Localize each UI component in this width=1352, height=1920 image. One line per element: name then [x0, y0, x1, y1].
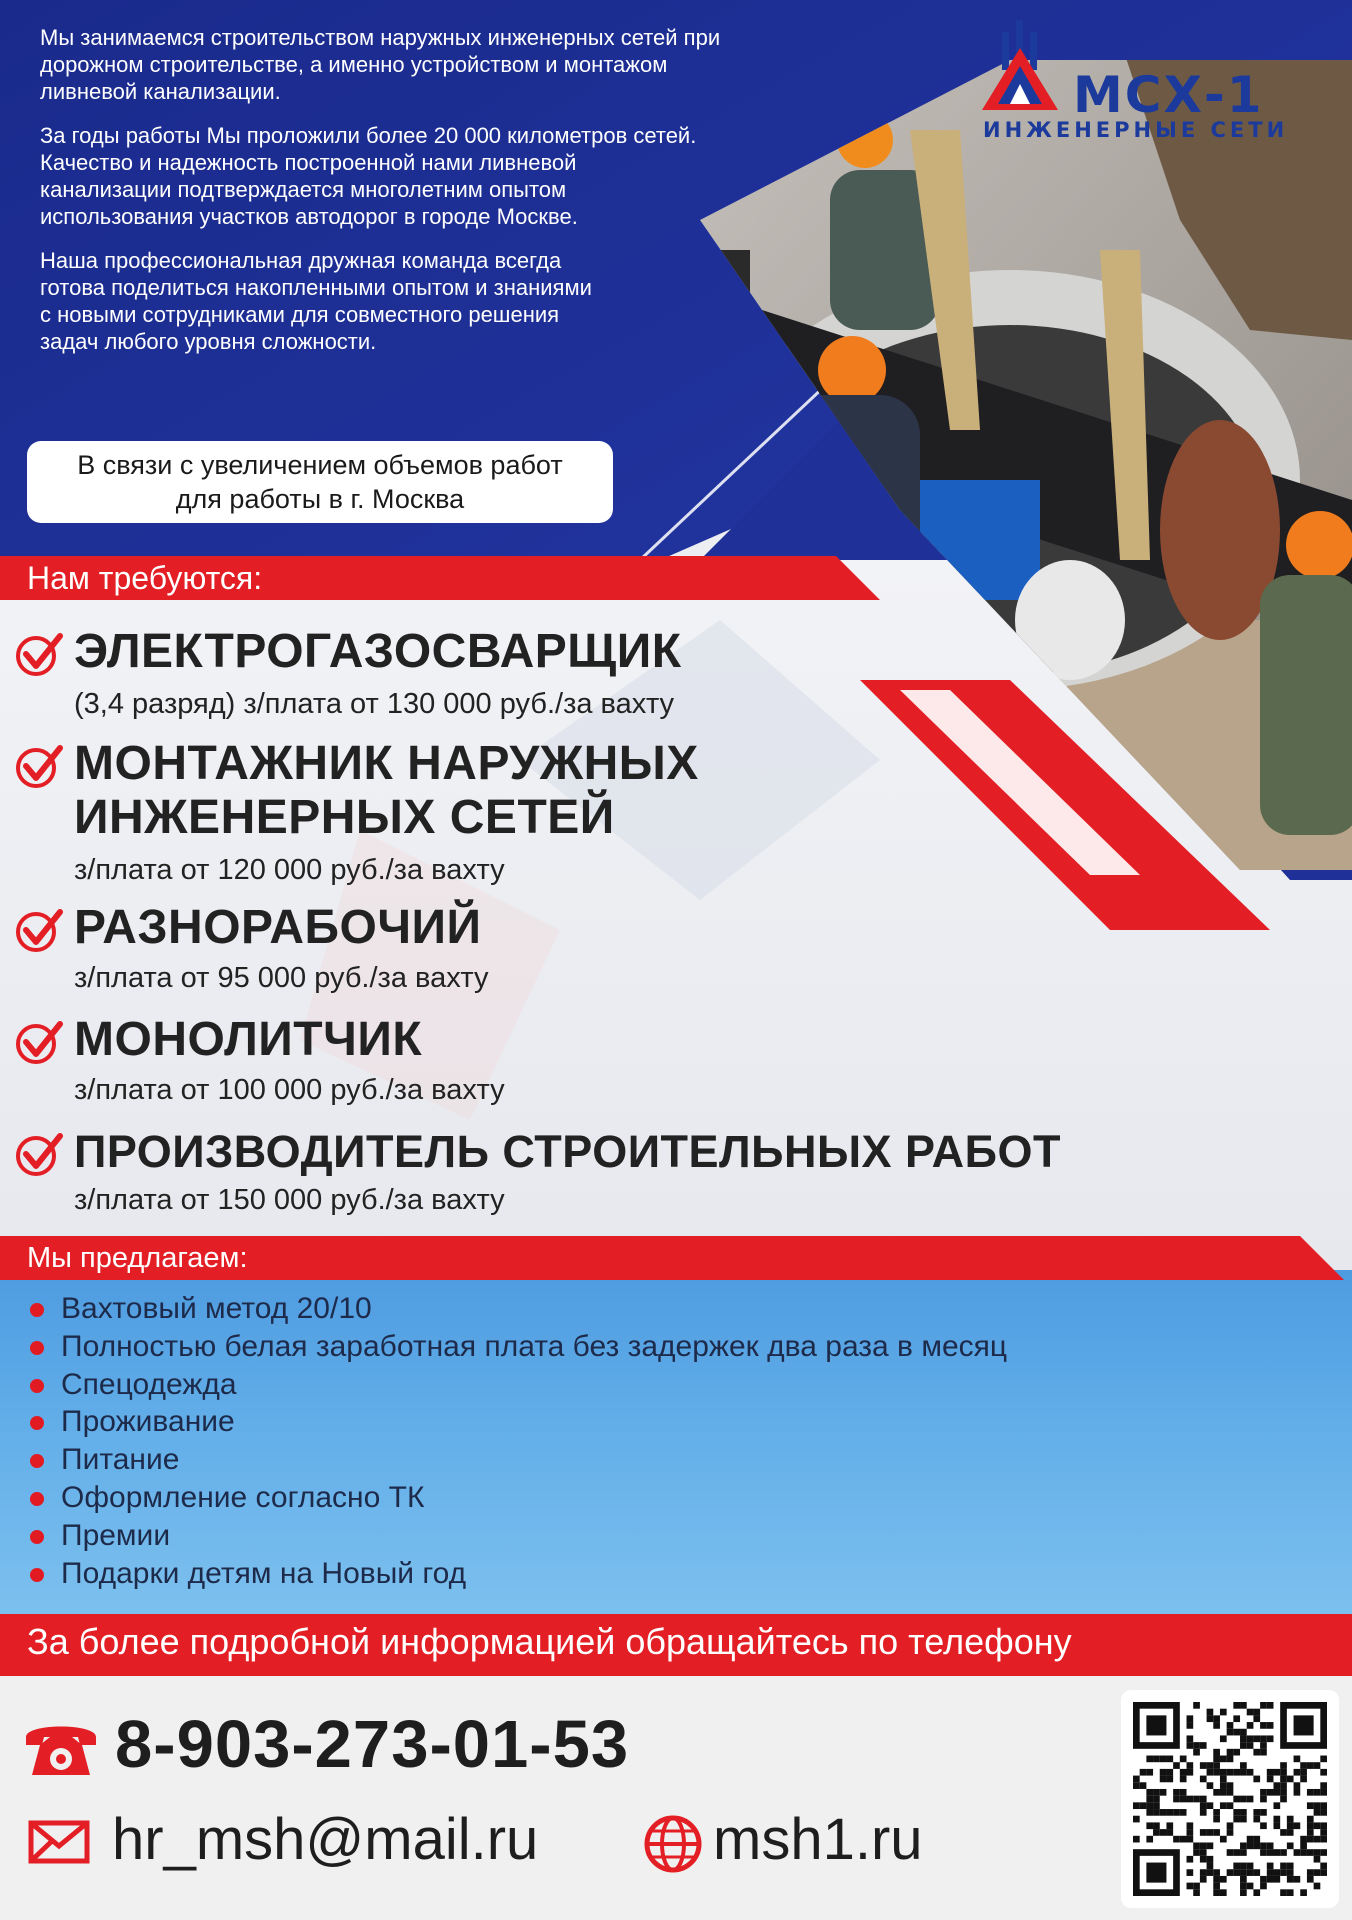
contact-prompt: За более подробной информацией обращайтесь по телефону [27, 1621, 1072, 1662]
notice-line-2: для работы в г. Москва [175, 484, 465, 514]
list-item: Полностью белая заработная плата без задержек два раза в месяц [26, 1328, 1007, 1366]
check-icon [14, 632, 64, 678]
check-icon [14, 1020, 64, 1066]
intro-paragraph-2: За годы работы Мы проложили более 20 000 километров сетей. Качество и надежность построенной нами ливневой канализации подтверждается многолетним опытом использования участков автодорог в городе Москве. [40, 123, 697, 229]
job-title: МОНОЛИТЧИК [74, 1013, 423, 1066]
offers-list [26, 1290, 1007, 1592]
website-link[interactable]: msh1.ru [713, 1807, 923, 1872]
intro-paragraph-1: Мы занимаемся строительством наружных инженерных сетей при дорожном строительстве, а именно устройством и монтажом ливневой канализации. [40, 25, 721, 104]
list-item: Подарки детям на Новый год [26, 1555, 1007, 1593]
jobs-heading: Нам требуются: [27, 560, 263, 596]
notice-box [27, 441, 613, 523]
job-salary: з/плата от 100 000 руб./за вахту [74, 1074, 505, 1106]
list-item: Оформление согласно ТК [26, 1479, 1007, 1517]
check-icon [14, 744, 64, 790]
list-item: Вахтовый метод 20/10 [26, 1290, 1007, 1328]
bullet-icon [30, 1341, 44, 1355]
bullet-icon [30, 1530, 44, 1544]
globe-icon [643, 1814, 703, 1874]
job-salary: (3,4 разряд) з/плата от 130 000 руб./за вахту [74, 688, 675, 720]
list-item: Спецодежда [26, 1366, 1007, 1404]
job-title-line-2: ИНЖЕНЕРНЫХ СЕТЕЙ [74, 791, 615, 844]
notice-line-1: В связи с увеличением объемов работ [77, 450, 563, 480]
email-link[interactable]: hr_msh@mail.ru [112, 1807, 539, 1872]
bullet-icon [30, 1492, 44, 1506]
qr-code-icon [1133, 1702, 1327, 1896]
job-salary: з/плата от 95 000 руб./за вахту [74, 962, 489, 994]
phone-icon [22, 1715, 100, 1781]
offers-heading: Мы предлагаем: [27, 1242, 248, 1274]
check-icon [14, 1132, 64, 1178]
logo-subtitle: ИНЖЕНЕРНЫЕ СЕТИ [983, 118, 1289, 142]
bullet-icon [30, 1303, 44, 1317]
bullet-icon [30, 1416, 44, 1430]
phone-number[interactable]: 8-903-273-01-53 [115, 1707, 630, 1782]
intro-paragraph-3: Наша профессиональная дружная команда всегда готова поделиться накопленными опытом и знаниями с новыми сотрудниками для совместного решения задач любого уровня сложности. [40, 248, 592, 354]
list-item: Питание [26, 1441, 1007, 1479]
bullet-icon [30, 1454, 44, 1468]
job-title: ЭЛЕКТРОГАЗОСВАРЩИК [74, 625, 682, 678]
list-item: Проживание [26, 1403, 1007, 1441]
job-title: РАЗНОРАБОЧИЙ [74, 901, 482, 954]
job-salary: з/плата от 150 000 руб./за вахту [74, 1184, 505, 1216]
job-title: ПРОИЗВОДИТЕЛЬ СТРОИТЕЛЬНЫХ РАБОТ [74, 1126, 1061, 1177]
qr-code[interactable] [1121, 1690, 1339, 1908]
list-item: Премии [26, 1517, 1007, 1555]
bullet-icon [30, 1379, 44, 1393]
check-icon [14, 908, 64, 954]
intro-text [40, 24, 740, 372]
job-title: МОНТАЖНИК НАРУЖНЫХ [74, 737, 699, 790]
mail-icon [28, 1820, 90, 1864]
job-salary: з/плата от 120 000 руб./за вахту [74, 854, 505, 886]
logo-name: МСХ-1 [1073, 66, 1264, 124]
bullet-icon [30, 1568, 44, 1582]
